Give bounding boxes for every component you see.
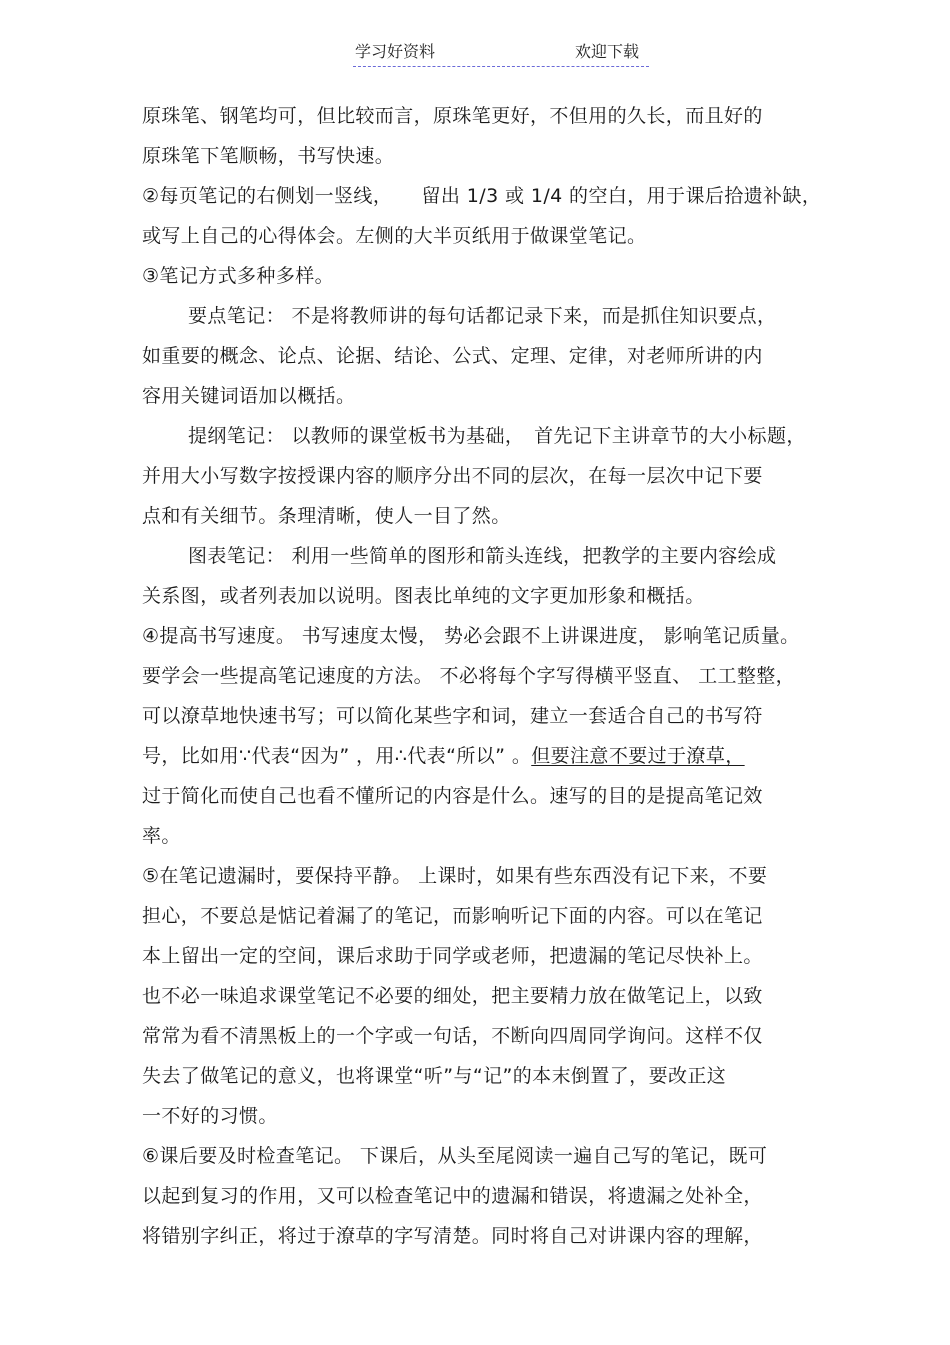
text-line: 关系图，或者列表加以说明。图表比单纯的文字更加形象和概括。 (142, 585, 705, 607)
text-line: 常常为看不清黑板上的一个字或一句话，不断向四周同学询问。这样不仅 (142, 1025, 763, 1047)
text-line: ④提高书写速度。 书写速度太慢， 势必会跟不上讲课进度， 影响笔记质量。 (142, 625, 800, 647)
text-line: 原珠笔下笔顺畅，书写快速。 (142, 145, 395, 167)
text-line: 要学会一些提高笔记速度的方法。 不必将每个字写得横平竖直、 工工整整， (142, 665, 796, 687)
underlined-text: 但要注意不要过于潦草， (531, 745, 745, 767)
text-line: 提纲笔记： 以教师的课堂板书为基础， 首先记下主讲章节的大小标题， (188, 425, 806, 447)
text-line: 图表笔记： 利用一些简单的图形和箭头连线，把教学的主要内容绘成 (188, 545, 777, 567)
header-right-text: 欢迎下载 (575, 42, 640, 61)
text-line: ②每页笔记的右侧划一竖线， 留出 1/3 或 1/4 的空白，用于课后拾遗补缺， (142, 185, 822, 207)
text-line (142, 744, 745, 768)
text-line: 容用关键词语加以概括。 (142, 385, 356, 407)
text-line: 本上留出一定的空间，课后求助于同学或老师，把遗漏的笔记尽快补上。 (142, 945, 763, 967)
text-line: ⑥课后要及时检查笔记。 下课后，从头至尾阅读一遍自己写的笔记，既可 (142, 1145, 768, 1167)
text-line: 可以潦草地快速书写；可以简化某些字和词，建立一套适合自己的书写符 (142, 705, 763, 727)
text-line: 担心，不要总是惦记着漏了的笔记，而影响听记下面的内容。可以在笔记 (142, 905, 763, 927)
text-line: 点和有关细节。条理清晰，使人一目了然。 (142, 505, 511, 527)
text-line: 原珠笔、钢笔均可，但比较而言，原珠笔更好，不但用的久长，而且好的 (142, 105, 763, 127)
text-line: 也不必一味追求课堂笔记不必要的细处，把主要精力放在做笔记上，以致 (142, 985, 763, 1007)
text-line: 如重要的概念、论点、论据、结论、公式、定理、定律，对老师所讲的内 (142, 345, 763, 367)
text-line: 过于简化而使自己也看不懂所记的内容是什么。速写的目的是提高笔记效 (142, 785, 763, 807)
text-line: 或写上自己的心得体会。左侧的大半页纸用于做课堂笔记。 (142, 225, 647, 247)
text-line: ⑤在笔记遗漏时，要保持平静。 上课时，如果有些东西没有记下来，不要 (142, 865, 768, 887)
text-line: 要点笔记： 不是将教师讲的每句话都记录下来，而是抓住知识要点， (188, 305, 777, 327)
text-line: 失去了做笔记的意义，也将课堂“听”与“记”的本末倒置了，要改正这 (142, 1065, 727, 1087)
text-line: 一不好的习惯。 (142, 1105, 278, 1127)
header-left-text: 学习好资料 (355, 42, 436, 61)
text-line: 以起到复习的作用，又可以检查笔记中的遗漏和错误，将遗漏之处补全， (142, 1185, 763, 1207)
text-line: 率。 (142, 825, 181, 847)
text-line: 将错别字纠正，将过于潦草的字写清楚。同时将自己对讲课内容的理解， (142, 1225, 763, 1247)
text-segment: 号，比如用∵代表“因为” ，用∴代表“所以” 。 (142, 745, 532, 767)
page-header (353, 40, 649, 67)
text-line: 并用大小写数字按授课内容的顺序分出不同的层次，在每一层次中记下要 (142, 465, 763, 487)
text-line: ③笔记方式多种多样。 (142, 265, 335, 287)
